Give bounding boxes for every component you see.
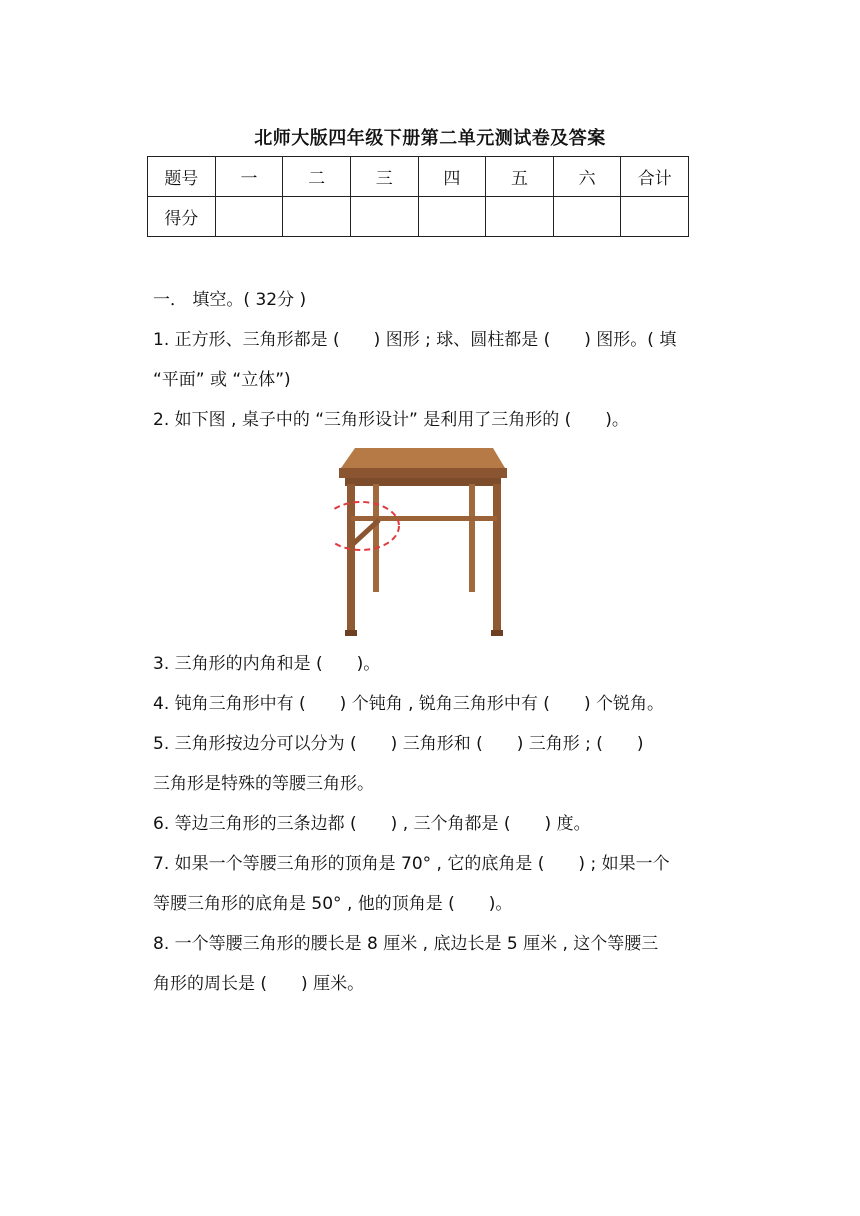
wooden-table-photo	[333, 448, 513, 638]
score-cell[interactable]	[553, 197, 621, 237]
score-cell[interactable]	[418, 197, 486, 237]
page-title: 北师大版四年级下册第二单元测试卷及答案	[254, 128, 606, 149]
table-cell: 三	[350, 157, 418, 197]
table-cell: 题号	[148, 157, 216, 197]
question-4: 4. 钝角三角形中有 ( ) 个钝角 , 锐角三角形中有 ( ) 个锐角。	[153, 694, 664, 714]
question-1: 1. 正方形、三角形都是 ( ) 图形 ; 球、圆柱都是 ( ) 图形。( 填	[153, 330, 677, 350]
table-figure	[153, 448, 693, 644]
question-3: 3. 三角形的内角和是 ( )。	[153, 654, 381, 674]
score-table-score-row	[148, 197, 689, 237]
question-5: 5. 三角形按边分可以分为 ( ) 三角形和 ( ) 三角形 ; ( )	[153, 734, 644, 754]
table-cell: 六	[553, 157, 621, 197]
table-cell: 二	[283, 157, 351, 197]
score-cell[interactable]	[283, 197, 351, 237]
question-7: 7. 如果一个等腰三角形的顶角是 70° , 它的底角是 ( ) ; 如果一个	[153, 854, 670, 874]
score-table	[147, 156, 689, 237]
score-cell[interactable]	[621, 197, 689, 237]
question-1-continued: “平面” 或 “立体”)	[153, 370, 291, 390]
question-8-continued: 角形的周长是 ( ) 厘米。	[153, 974, 365, 994]
score-cell[interactable]	[486, 197, 554, 237]
table-cell: 合计	[621, 157, 689, 197]
section-fill-in-blanks	[153, 280, 693, 1004]
table-cell: 五	[486, 157, 554, 197]
question-8: 8. 一个等腰三角形的腰长是 8 厘米 , 底边长是 5 厘米 , 这个等腰三	[153, 934, 659, 954]
table-cell: 四	[418, 157, 486, 197]
table-cell: 得分	[148, 197, 216, 237]
score-cell[interactable]	[350, 197, 418, 237]
question-7-continued: 等腰三角形的底角是 50° , 他的顶角是 ( )。	[153, 894, 513, 914]
question-2: 2. 如下图 , 桌子中的 “三角形设计” 是利用了三角形的 ( )。	[153, 410, 629, 430]
question-5-continued: 三角形是特殊的等腰三角形。	[153, 774, 374, 794]
question-6: 6. 等边三角形的三条边都 ( ) , 三个角都是 ( ) 度。	[153, 814, 591, 834]
score-table-header-row	[148, 157, 689, 197]
section-heading: 一． 填空。( 32分 )	[153, 290, 307, 310]
score-cell[interactable]	[215, 197, 283, 237]
table-cell: 一	[215, 157, 283, 197]
highlight-circle	[333, 502, 399, 550]
